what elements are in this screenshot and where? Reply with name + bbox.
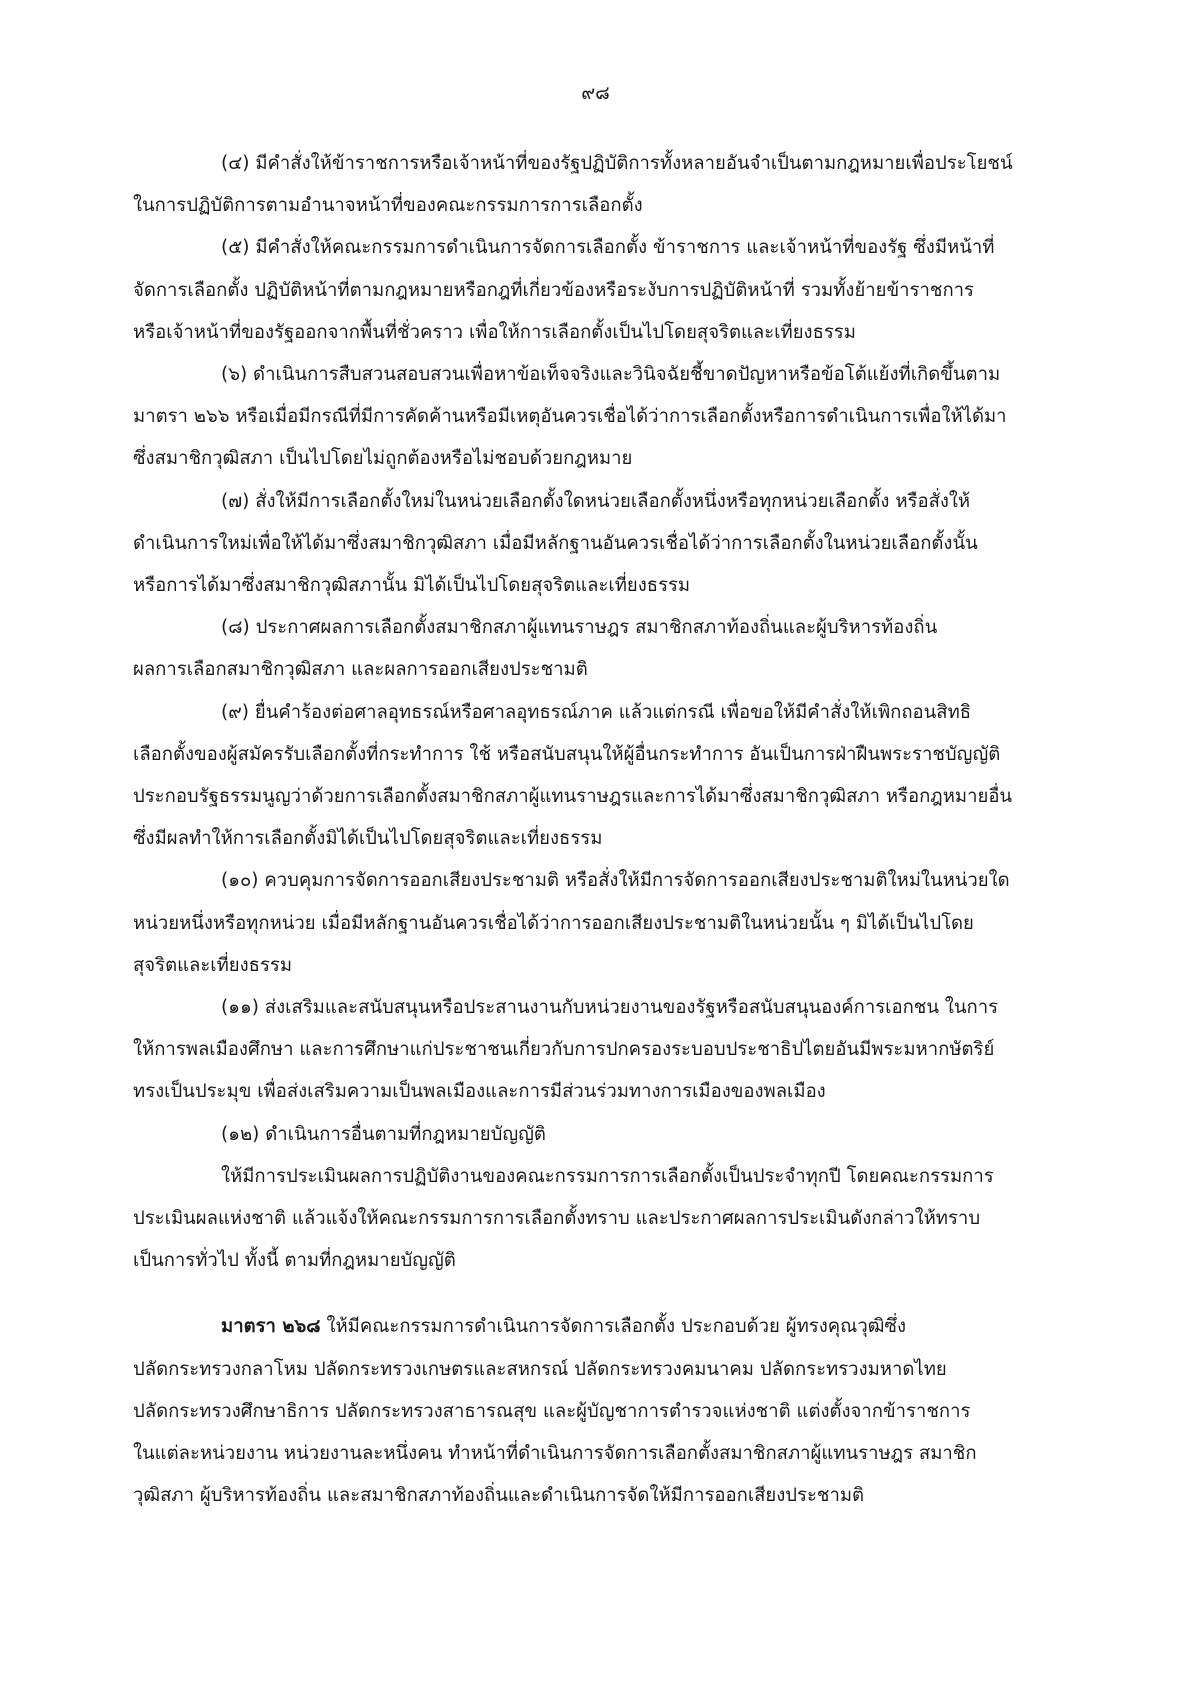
- text-line: สุจริตและเที่ยงธรรม: [133, 954, 293, 976]
- text-line: ผลการเลือกสมาชิกวุฒิสภา และผลการออกเสียงประชามติ: [133, 659, 588, 681]
- text-line: ซึ่งมีผลทำให้การเลือกตั้งมิได้เป็นไปโดยสุจริตและเที่ยงธรรม: [133, 828, 603, 850]
- text-line: (๘) ประกาศผลการเลือกตั้งสมาชิกสภาผู้แทนราษฎร สมาชิกสภาท้องถิ่นและผู้บริหารท้องถิ่น: [221, 617, 938, 639]
- text-line: ประเมินผลแห่งชาติ แล้วแจ้งให้คณะกรรมการการเลือกตั้งทราบ และประกาศผลการประเมินดังกล่าวให้ทราบ: [133, 1208, 981, 1230]
- section-268-first-line: [133, 1306, 1053, 1348]
- text-line: (๔) มีคำสั่งให้ข้าราชการหรือเจ้าหน้าที่ของรัฐปฏิบัติการทั้งหลายอันจำเป็นตามกฎหมายเพื่อประโยชน์: [221, 153, 1013, 174]
- text-line: (๖) ดำเนินการสืบสวนสอบสวนเพื่อหาข้อเท็จจริงและวินิจฉัยชี้ขาดปัญหาหรือข้อโต้แย้งที่เกิดขึ้นตาม: [221, 364, 1001, 386]
- text-line: (๗) สั่งให้มีการเลือกตั้งใหม่ในหน่วยเลือกตั้งใดหน่วยเลือกตั้งหนึ่งหรือทุกหน่วยเลือกตั้ง หรือสั่งให้: [221, 490, 971, 512]
- text-line: (๕) มีคำสั่งให้คณะกรรมการดำเนินการจัดการเลือกตั้ง ข้าราชการ และเจ้าหน้าที่ของรัฐ ซึ่งมีหน้าที่: [221, 237, 995, 259]
- text-line: ให้มีการประเมินผลการปฏิบัติงานของคณะกรรมการการเลือกตั้งเป็นประจำทุกปี โดยคณะกรรมการ: [221, 1165, 994, 1187]
- text-line: (๙) ยื่นคำร้องต่อศาลอุทธรณ์หรือศาลอุทธรณ์ภาค แล้วแต่กรณี เพื่อขอให้มีคำสั่งให้เพิกถอนสิทธิ: [221, 701, 972, 723]
- text-line: ดำเนินการใหม่เพื่อให้ได้มาซึ่งสมาชิกวุฒิสภา เมื่อมีหลักฐานอันควรเชื่อได้ว่าการเลือกตั้งในหน่วยเลือกตั้งนั้น: [133, 532, 978, 554]
- text-line: ทรงเป็นประมุข เพื่อส่งเสริมความเป็นพลเมืองและการมีส่วนร่วมทางการเมืองของพลเมือง: [133, 1081, 826, 1103]
- text-line: (๑๐) ควบคุมการจัดการออกเสียงประชามติ หรือสั่งให้มีการจัดการออกเสียงประชามติใหม่ในหน่วยใด: [221, 870, 1010, 892]
- text-line: ให้การพลเมืองศึกษา และการศึกษาแก่ประชาชนเกี่ยวกับการปกครองระบอบประชาธิปไตยอันมีพระมหากษัตริย์: [133, 1039, 995, 1061]
- document-body: [133, 143, 1053, 1518]
- text-line: (๑๑) ส่งเสริมและสนับสนุนหรือประสานงานกับหน่วยงานของรัฐหรือสนับสนุนองค์การเอกชน ในการ: [221, 997, 999, 1019]
- text-line: ในแต่ละหน่วยงาน หน่วยงานละหนึ่งคน ทำหน้าที่ดำเนินการจัดการเลือกตั้งสมาชิกสภาผู้แทนราษฎร สมาชิก: [133, 1443, 977, 1465]
- text-line: ปลัดกระทรวงศึกษาธิการ ปลัดกระทรวงสาธารณสุข และผู้บัญชาการตำรวจแห่งชาติ แต่งตั้งจากข้าราชการ: [133, 1400, 971, 1422]
- text-line: หรือการได้มาซึ่งสมาชิกวุฒิสภานั้น มิได้เป็นไปโดยสุจริตและเที่ยงธรรม: [133, 575, 691, 597]
- text-line: ในการปฏิบัติการตามอำนาจหน้าที่ของคณะกรรมการการเลือกตั้ง: [133, 195, 643, 217]
- text-line: เลือกตั้งของผู้สมัครรับเลือกตั้งที่กระทำการ ใช้ หรือสนับสนุนให้ผู้อื่นกระทำการ อันเป็นการฝ่าฝืนพระราชบัญญัติ: [133, 743, 1001, 765]
- section-268-label: มาตรา ๒๖๘: [221, 1316, 321, 1338]
- page-number: ๙๘: [581, 82, 610, 104]
- text-line: (๑๒) ดำเนินการอื่นตามที่กฎหมายบัญญัติ: [221, 1123, 546, 1145]
- text-line: มาตรา ๒๖๖ หรือเมื่อมีกรณีที่มีการคัดค้านหรือมีเหตุอันควรเชื่อได้ว่าการเลือกตั้งหรือการดำเนินการเพื่อให้ได้มา: [133, 406, 1007, 428]
- text-line: ปลัดกระทรวงกลาโหม ปลัดกระทรวงเกษตรและสหกรณ์ ปลัดกระทรวงคมนาคม ปลัดกระทรวงมหาดไทย: [133, 1358, 947, 1380]
- text-line: หรือเจ้าหน้าที่ของรัฐออกจากพื้นที่ชั่วคราว เพื่อให้การเลือกตั้งเป็นไปโดยสุจริตและเที่ยงธรรม: [133, 321, 856, 343]
- section-268-first-line-text: ให้มีคณะกรรมการดำเนินการจัดการเลือกตั้ง ประกอบด้วย ผู้ทรงคุณวุฒิซึ่ง: [320, 1316, 907, 1338]
- text-line: จัดการเลือกตั้ง ปฏิบัติหน้าที่ตามกฎหมายหรือกฎที่เกี่ยวข้องหรือระงับการปฏิบัติหน้าที่ รวมทั้งย้ายข้าราชการ: [133, 279, 974, 301]
- text-line: เป็นการทั่วไป ทั้งนี้ ตามที่กฎหมายบัญญัติ: [133, 1250, 456, 1272]
- text-line: ซึ่งสมาชิกวุฒิสภา เป็นไปโดยไม่ถูกต้องหรือไม่ชอบด้วยกฎหมาย: [133, 448, 633, 470]
- text-line: หน่วยหนึ่งหรือทุกหน่วย เมื่อมีหลักฐานอันควรเชื่อได้ว่าการออกเสียงประชามติในหน่วยนั้น ๆ มิได้เป็นไปโดย: [133, 912, 974, 934]
- text-line: วุฒิสภา ผู้บริหารท้องถิ่น และสมาชิกสภาท้องถิ่นและดำเนินการจัดให้มีการออกเสียงประชามติ: [133, 1485, 865, 1507]
- text-line: ประกอบรัฐธรรมนูญว่าด้วยการเลือกตั้งสมาชิกสภาผู้แทนราษฎรและการได้มาซึ่งสมาชิกวุฒิสภา หรือกฎหมายอื่น: [133, 786, 1013, 808]
